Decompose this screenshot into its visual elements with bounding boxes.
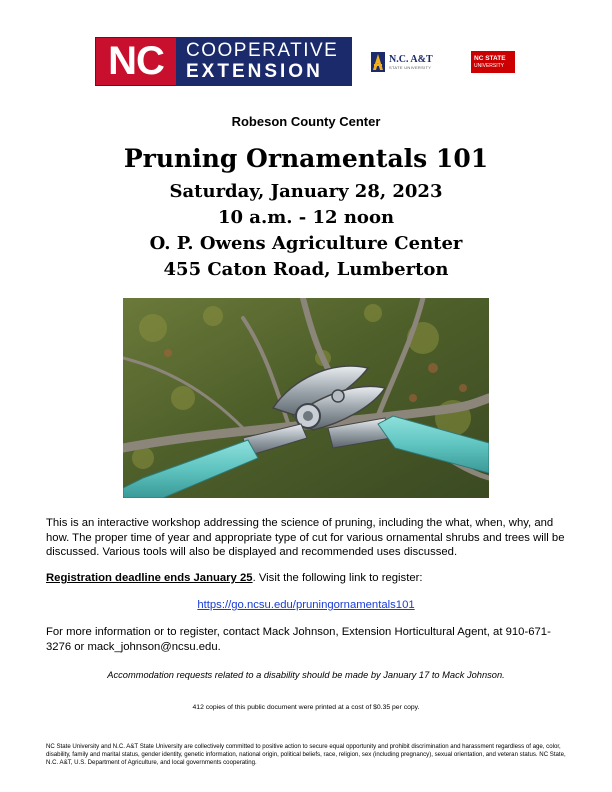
nc-at-subtitle: STATE UNIVERSITY: [389, 64, 432, 70]
accommodation-note: Accommodation requests related to a disability should be made by January 17 to Mack Johnson.: [107, 670, 505, 680]
logo-line-extension: EXTENSION: [186, 61, 323, 82]
center-name: Robeson County Center: [231, 114, 381, 129]
printing-cost-note: 412 copies of this public document were printed at a cost of $0.35 per copy.: [192, 704, 420, 711]
logo-line-cooperative: COOPERATIVE: [186, 40, 339, 61]
event-address: 455 Caton Road, Lumberton: [163, 259, 449, 280]
equal-opportunity-footer: NC State University and N.C. A&T State University are collectively committed to positive action to secure equal opportunity and prohibit discrimination and harassment regardless of age, color, disability, family and marital status, gender identity, genetic information, national origin, political beliefs, race, religion, sex (including pregnancy), sexual orientation, and veteran status. NC State, N.C. A&T, U.S. Department of Agriculture, and local governments cooperating.: [46, 743, 566, 766]
nc-at-name: N.C. A&T: [389, 53, 433, 65]
nc-at-logo: [370, 50, 433, 74]
nc-cooperative-extension-logo: [95, 37, 352, 86]
workshop-description: This is an interactive workshop addressing the science of pruning, including the what, when, why, and how. The proper time of year and appropriate type of cut for various ornamental shrubs and trees will be discussed. Various tools will also be displayed and recommended uses discussed.: [46, 517, 565, 558]
nc-at-aggie-icon: [370, 51, 386, 73]
contact-information: For more information or to register, contact Mack Johnson, Extension Horticultural Agent, at 910-671-3276 or mack_johnson@ncsu.edu.: [46, 626, 551, 653]
registration-deadline: Registration deadline ends January 25: [46, 572, 253, 584]
event-location: O. P. Owens Agriculture Center: [149, 233, 463, 254]
nc-state-logo: [471, 51, 515, 73]
nc-state-line1: NC STATE: [474, 55, 506, 62]
event-time: 10 a.m. - 12 noon: [217, 207, 395, 228]
extension-logo-text: [176, 38, 351, 85]
event-title: Pruning Ornamentals 101: [123, 144, 489, 173]
registration-link[interactable]: https://go.ncsu.edu/pruningornamentals101: [197, 599, 415, 611]
registration-paragraph: [46, 571, 568, 586]
nc-state-line2: UNIVERSITY: [474, 63, 505, 69]
pruning-shears-photo: [123, 298, 489, 498]
event-date: Saturday, January 28, 2023: [169, 181, 443, 202]
registration-instruction: . Visit the following link to register:: [252, 572, 423, 584]
nc-logo-mark: NC: [96, 38, 176, 85]
